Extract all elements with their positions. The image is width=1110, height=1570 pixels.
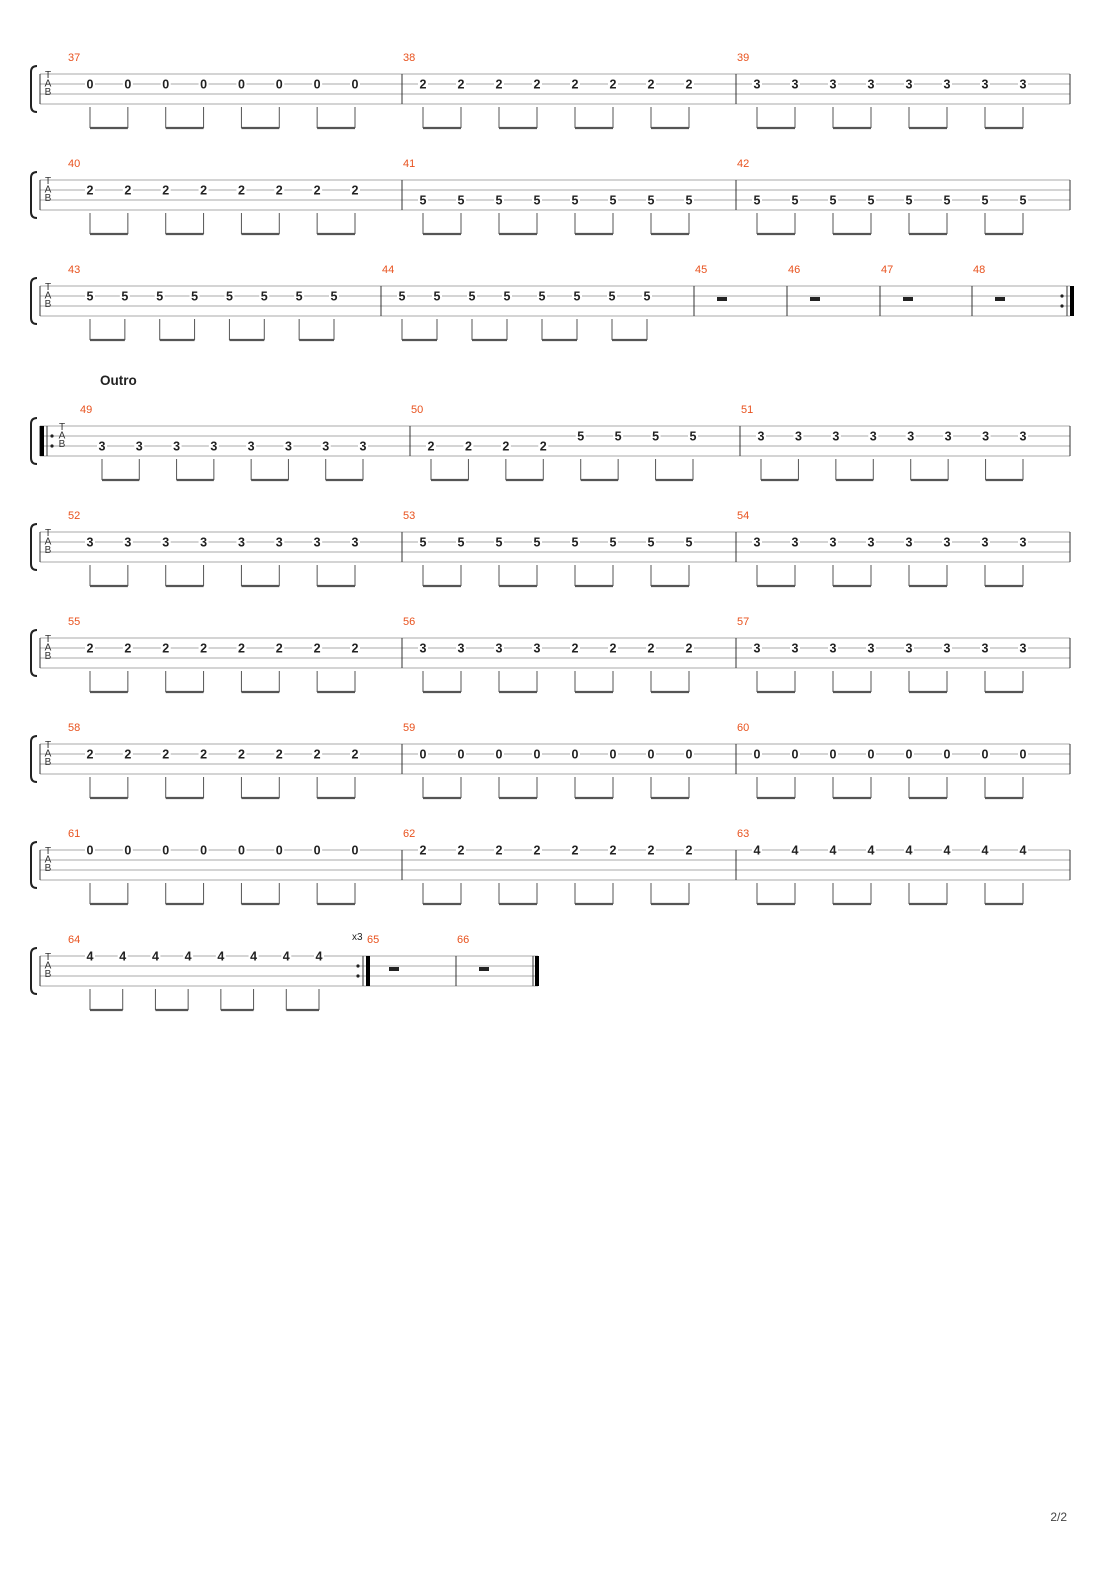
fret-number: 3 xyxy=(419,641,427,656)
fret-number: 2 xyxy=(647,641,655,656)
fret-number: 5 xyxy=(419,193,427,208)
tab-clef-letter: B xyxy=(44,969,52,980)
fret-number: 5 xyxy=(571,535,579,550)
fret-number: 3 xyxy=(200,535,208,550)
fret-number: 4 xyxy=(981,843,989,858)
tab-clef-letter: B xyxy=(44,545,52,556)
fret-number: 5 xyxy=(121,289,129,304)
fret-number: 4 xyxy=(753,843,761,858)
fret-number: 3 xyxy=(322,439,330,454)
fret-number: 0 xyxy=(685,747,693,762)
fret-number: 4 xyxy=(943,843,951,858)
fret-number: 0 xyxy=(981,747,989,762)
fret-number: 0 xyxy=(86,77,94,92)
fret-number: 0 xyxy=(237,843,245,858)
measure-number: 46 xyxy=(788,264,801,276)
fret-number: 5 xyxy=(652,429,660,444)
fret-number: 2 xyxy=(685,641,693,656)
measure-number: 59 xyxy=(403,722,416,734)
fret-number: 5 xyxy=(398,289,406,304)
fret-number: 5 xyxy=(577,429,585,444)
fret-number: 2 xyxy=(539,439,547,454)
fret-number: 3 xyxy=(943,641,951,656)
measure-number: 43 xyxy=(68,264,81,276)
measure-number: 52 xyxy=(68,510,81,522)
staff-system xyxy=(31,722,1070,798)
staff-system xyxy=(31,510,1070,586)
system-brace xyxy=(31,524,37,570)
measure-number: 41 xyxy=(403,158,416,170)
fret-number: 0 xyxy=(867,747,875,762)
tab-clef-letter: A xyxy=(44,290,52,302)
fret-number: 3 xyxy=(982,429,990,444)
fret-number: 0 xyxy=(419,747,427,762)
whole-rest xyxy=(479,967,489,971)
fret-number: 2 xyxy=(495,77,503,92)
fret-number: 0 xyxy=(351,77,359,92)
fret-number: 5 xyxy=(225,289,233,304)
fret-number: 3 xyxy=(284,439,292,454)
fret-number: 2 xyxy=(275,641,283,656)
measure-number: 66 xyxy=(457,934,470,946)
fret-number: 5 xyxy=(943,193,951,208)
tab-clef-letter: B xyxy=(44,863,52,874)
fret-number: 2 xyxy=(502,439,510,454)
whole-rest xyxy=(717,297,727,301)
tab-clef-letter: B xyxy=(44,757,52,768)
fret-number: 5 xyxy=(495,193,503,208)
fret-number: 2 xyxy=(609,77,617,92)
fret-number: 4 xyxy=(905,843,913,858)
measure-number: 58 xyxy=(68,722,81,734)
fret-number: 4 xyxy=(791,843,799,858)
fret-number: 4 xyxy=(184,949,192,964)
fret-number: 0 xyxy=(609,747,617,762)
staff-system xyxy=(31,158,1070,234)
fret-number: 2 xyxy=(464,439,472,454)
staff-system xyxy=(31,373,1070,480)
measure-number: 56 xyxy=(403,616,416,628)
fret-number: 2 xyxy=(86,183,94,198)
fret-number: 5 xyxy=(867,193,875,208)
repeat-dot xyxy=(1060,294,1063,297)
fret-number: 3 xyxy=(98,439,106,454)
tab-clef-letter: B xyxy=(44,651,52,662)
fret-number: 5 xyxy=(433,289,441,304)
repeat-count-label: x3 xyxy=(352,932,363,943)
fret-number: 2 xyxy=(419,77,427,92)
fret-number: 2 xyxy=(457,843,465,858)
whole-rest xyxy=(389,967,399,971)
fret-number: 2 xyxy=(685,77,693,92)
fret-number: 3 xyxy=(907,429,915,444)
fret-number: 2 xyxy=(86,747,94,762)
fret-number: 5 xyxy=(685,535,693,550)
measure-number: 48 xyxy=(973,264,986,276)
tab-clef-letter: B xyxy=(44,299,52,310)
fret-number: 2 xyxy=(313,183,321,198)
system-brace xyxy=(31,418,37,464)
fret-number: 3 xyxy=(867,641,875,656)
fret-number: 0 xyxy=(943,747,951,762)
fret-number: 0 xyxy=(162,843,170,858)
measure-number: 57 xyxy=(737,616,750,628)
fret-number: 2 xyxy=(200,641,208,656)
fret-number: 3 xyxy=(1019,641,1027,656)
fret-number: 0 xyxy=(753,747,761,762)
fret-number: 3 xyxy=(757,429,765,444)
system-brace xyxy=(31,736,37,782)
fret-number: 0 xyxy=(275,77,283,92)
fret-number: 5 xyxy=(573,289,581,304)
measure-number: 44 xyxy=(382,264,395,276)
fret-number: 3 xyxy=(86,535,94,550)
measure-number: 42 xyxy=(737,158,750,170)
fret-number: 5 xyxy=(295,289,303,304)
fret-number: 3 xyxy=(457,641,465,656)
fret-number: 3 xyxy=(247,439,255,454)
fret-number: 5 xyxy=(330,289,338,304)
fret-number: 0 xyxy=(351,843,359,858)
tab-clef-letter: T xyxy=(44,528,52,539)
fret-number: 5 xyxy=(609,535,617,550)
fret-number: 0 xyxy=(162,77,170,92)
fret-number: 2 xyxy=(351,183,359,198)
fret-number: 3 xyxy=(981,77,989,92)
fret-number: 2 xyxy=(275,747,283,762)
fret-number: 2 xyxy=(571,77,579,92)
measure-number: 53 xyxy=(403,510,416,522)
fret-number: 0 xyxy=(313,843,321,858)
fret-number: 2 xyxy=(647,77,655,92)
fret-number: 5 xyxy=(156,289,164,304)
fret-number: 0 xyxy=(86,843,94,858)
repeat-dot xyxy=(356,964,359,967)
fret-number: 4 xyxy=(250,949,258,964)
staff-system xyxy=(31,264,1074,340)
fret-number: 0 xyxy=(124,843,132,858)
fret-number: 3 xyxy=(210,439,218,454)
fret-number: 2 xyxy=(647,843,655,858)
fret-number: 2 xyxy=(351,641,359,656)
measure-number: 63 xyxy=(737,828,750,840)
fret-number: 4 xyxy=(315,949,323,964)
fret-number: 3 xyxy=(832,429,840,444)
tab-clef-letter: T xyxy=(44,740,52,751)
fret-number: 3 xyxy=(495,641,503,656)
tab-clef-letter: B xyxy=(58,439,66,450)
fret-number: 3 xyxy=(791,77,799,92)
fret-number: 5 xyxy=(538,289,546,304)
fret-number: 3 xyxy=(753,641,761,656)
tab-clef-letter: A xyxy=(44,748,52,760)
staff-system xyxy=(31,616,1070,692)
tab-clef-letter: T xyxy=(44,282,52,293)
fret-number: 0 xyxy=(571,747,579,762)
fret-number: 5 xyxy=(829,193,837,208)
measure-number: 47 xyxy=(881,264,894,276)
fret-number: 5 xyxy=(791,193,799,208)
repeat-end-thick-bar xyxy=(366,956,370,986)
repeat-dot xyxy=(1060,304,1063,307)
fret-number: 2 xyxy=(533,77,541,92)
fret-number: 2 xyxy=(162,747,170,762)
fret-number: 5 xyxy=(689,429,697,444)
fret-number: 5 xyxy=(533,535,541,550)
fret-number: 3 xyxy=(829,77,837,92)
fret-number: 3 xyxy=(533,641,541,656)
system-brace xyxy=(31,66,37,112)
fret-number: 3 xyxy=(981,535,989,550)
fret-number: 5 xyxy=(643,289,651,304)
fret-number: 2 xyxy=(419,843,427,858)
fret-number: 5 xyxy=(191,289,199,304)
measure-number: 39 xyxy=(737,52,750,64)
measure-number: 45 xyxy=(695,264,708,276)
fret-number: 2 xyxy=(609,843,617,858)
tab-clef-letter: A xyxy=(44,642,52,654)
fret-number: 0 xyxy=(313,77,321,92)
fret-number: 0 xyxy=(905,747,913,762)
fret-number: 3 xyxy=(135,439,143,454)
measure-number: 37 xyxy=(68,52,81,64)
system-brace xyxy=(31,278,37,324)
measure-number: 38 xyxy=(403,52,416,64)
fret-number: 2 xyxy=(124,747,132,762)
fret-number: 2 xyxy=(313,641,321,656)
staff-system xyxy=(31,52,1070,128)
fret-number: 2 xyxy=(200,747,208,762)
fret-number: 2 xyxy=(237,183,245,198)
whole-rest xyxy=(903,297,913,301)
measure-number: 54 xyxy=(737,510,750,522)
fret-number: 5 xyxy=(533,193,541,208)
fret-number: 4 xyxy=(867,843,875,858)
fret-number: 0 xyxy=(647,747,655,762)
fret-number: 3 xyxy=(1019,535,1027,550)
repeat-start-thick-bar xyxy=(40,426,44,456)
fret-number: 3 xyxy=(753,77,761,92)
fret-number: 2 xyxy=(237,747,245,762)
fret-number: 4 xyxy=(119,949,127,964)
measure-number: 62 xyxy=(403,828,416,840)
final-thick-bar xyxy=(535,956,539,986)
fret-number: 3 xyxy=(162,535,170,550)
system-brace xyxy=(31,842,37,888)
fret-number: 5 xyxy=(905,193,913,208)
fret-number: 5 xyxy=(753,193,761,208)
fret-number: 3 xyxy=(905,535,913,550)
fret-number: 5 xyxy=(609,193,617,208)
fret-number: 2 xyxy=(457,77,465,92)
fret-number: 5 xyxy=(468,289,476,304)
tab-clef-letter: T xyxy=(58,422,66,433)
repeat-end-thick-bar xyxy=(1070,286,1074,316)
fret-number: 4 xyxy=(829,843,837,858)
page-number: 2/2 xyxy=(1050,1510,1067,1524)
fret-number: 3 xyxy=(1019,77,1027,92)
measure-number: 50 xyxy=(411,404,424,416)
tab-clef-letter: A xyxy=(44,854,52,866)
fret-number: 4 xyxy=(217,949,225,964)
fret-number: 3 xyxy=(829,535,837,550)
system-brace xyxy=(31,948,37,994)
fret-number: 0 xyxy=(237,77,245,92)
fret-number: 0 xyxy=(275,843,283,858)
repeat-dot xyxy=(356,974,359,977)
fret-number: 0 xyxy=(200,77,208,92)
fret-number: 5 xyxy=(647,535,655,550)
repeat-dot xyxy=(50,444,53,447)
tab-clef-letter: T xyxy=(44,846,52,857)
fret-number: 0 xyxy=(829,747,837,762)
fret-number: 3 xyxy=(791,641,799,656)
fret-number: 2 xyxy=(571,641,579,656)
measure-number: 49 xyxy=(80,404,93,416)
fret-number: 5 xyxy=(503,289,511,304)
staff-system xyxy=(31,932,539,1010)
fret-number: 3 xyxy=(867,535,875,550)
fret-number: 0 xyxy=(495,747,503,762)
fret-number: 2 xyxy=(275,183,283,198)
fret-number: 2 xyxy=(571,843,579,858)
staff-system xyxy=(31,828,1070,904)
fret-number: 5 xyxy=(495,535,503,550)
fret-number: 5 xyxy=(608,289,616,304)
tab-clef-letter: T xyxy=(44,70,52,81)
tab-clef-letter: A xyxy=(44,960,52,972)
fret-number: 3 xyxy=(943,77,951,92)
fret-number: 2 xyxy=(162,641,170,656)
fret-number: 2 xyxy=(313,747,321,762)
fret-number: 5 xyxy=(419,535,427,550)
tab-clef-letter: T xyxy=(44,176,52,187)
system-brace xyxy=(31,630,37,676)
fret-number: 3 xyxy=(275,535,283,550)
fret-number: 5 xyxy=(685,193,693,208)
fret-number: 2 xyxy=(237,641,245,656)
fret-number: 3 xyxy=(943,535,951,550)
fret-number: 3 xyxy=(981,641,989,656)
fret-number: 3 xyxy=(1019,429,1027,444)
fret-number: 3 xyxy=(237,535,245,550)
fret-number: 2 xyxy=(495,843,503,858)
fret-number: 4 xyxy=(1019,843,1027,858)
fret-number: 3 xyxy=(794,429,802,444)
measure-number: 51 xyxy=(741,404,754,416)
fret-number: 2 xyxy=(86,641,94,656)
whole-rest xyxy=(810,297,820,301)
fret-number: 3 xyxy=(173,439,181,454)
fret-number: 0 xyxy=(124,77,132,92)
fret-number: 2 xyxy=(427,439,435,454)
fret-number: 3 xyxy=(905,77,913,92)
tab-clef-letter: B xyxy=(44,193,52,204)
fret-number: 3 xyxy=(753,535,761,550)
fret-number: 0 xyxy=(200,843,208,858)
fret-number: 3 xyxy=(867,77,875,92)
fret-number: 4 xyxy=(151,949,159,964)
fret-number: 3 xyxy=(829,641,837,656)
fret-number: 5 xyxy=(571,193,579,208)
tab-clef-letter: A xyxy=(58,430,66,442)
fret-number: 3 xyxy=(313,535,321,550)
fret-number: 2 xyxy=(685,843,693,858)
measure-number: 65 xyxy=(367,934,380,946)
fret-number: 4 xyxy=(86,949,94,964)
fret-number: 3 xyxy=(905,641,913,656)
tab-clef-letter: A xyxy=(44,184,52,196)
fret-number: 0 xyxy=(533,747,541,762)
measure-number: 40 xyxy=(68,158,81,170)
measure-number: 64 xyxy=(68,934,81,946)
fret-number: 3 xyxy=(869,429,877,444)
fret-number: 2 xyxy=(124,183,132,198)
fret-number: 3 xyxy=(944,429,952,444)
tab-clef-letter: T xyxy=(44,634,52,645)
section-label: Outro xyxy=(100,373,137,388)
fret-number: 2 xyxy=(351,747,359,762)
fret-number: 5 xyxy=(614,429,622,444)
fret-number: 5 xyxy=(457,535,465,550)
fret-number: 2 xyxy=(124,641,132,656)
fret-number: 5 xyxy=(647,193,655,208)
fret-number: 5 xyxy=(1019,193,1027,208)
fret-number: 5 xyxy=(260,289,268,304)
fret-number: 5 xyxy=(981,193,989,208)
system-brace xyxy=(31,172,37,218)
measure-number: 55 xyxy=(68,616,81,628)
measure-number: 60 xyxy=(737,722,750,734)
fret-number: 0 xyxy=(457,747,465,762)
fret-number: 2 xyxy=(609,641,617,656)
fret-number: 0 xyxy=(1019,747,1027,762)
fret-number: 3 xyxy=(124,535,132,550)
fret-number: 3 xyxy=(791,535,799,550)
tab-clef-letter: T xyxy=(44,952,52,963)
tab-clef-letter: A xyxy=(44,78,52,90)
fret-number: 0 xyxy=(791,747,799,762)
fret-number: 2 xyxy=(533,843,541,858)
measure-number: 61 xyxy=(68,828,81,840)
tab-clef-letter: A xyxy=(44,536,52,548)
fret-number: 5 xyxy=(457,193,465,208)
tab-clef-letter: B xyxy=(44,87,52,98)
fret-number: 2 xyxy=(200,183,208,198)
fret-number: 3 xyxy=(351,535,359,550)
fret-number: 2 xyxy=(162,183,170,198)
fret-number: 5 xyxy=(86,289,94,304)
whole-rest xyxy=(995,297,1005,301)
fret-number: 4 xyxy=(282,949,290,964)
fret-number: 3 xyxy=(359,439,367,454)
repeat-dot xyxy=(50,434,53,437)
